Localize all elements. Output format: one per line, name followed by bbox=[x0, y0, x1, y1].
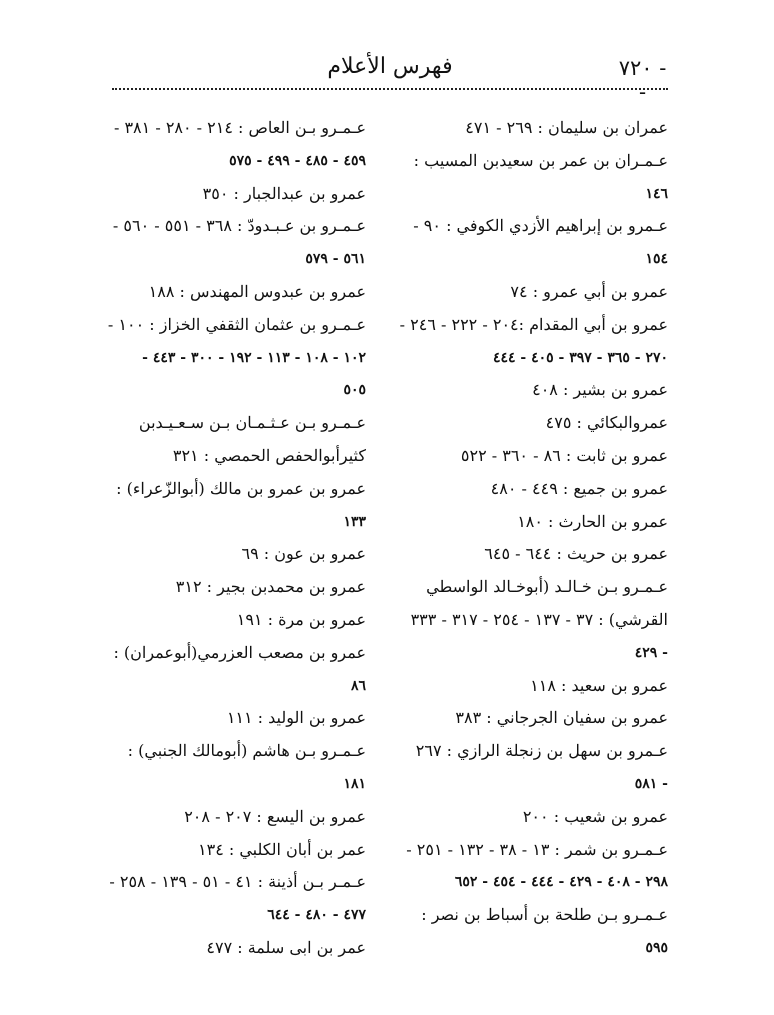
index-entry-line: عمرو بن عمرو بن مالك (أبوالزّعراء) : bbox=[116, 478, 366, 498]
index-entry-line: ١٣٣ bbox=[343, 513, 366, 530]
index-entry-line: ١٠٢ - ١٠٨ - ١١٣ - ١٩٢ - ٣٠٠ - ٤٤٣ - bbox=[142, 349, 366, 366]
index-entry-line: عـمرو بن إبراهيم الأزدي الكوفي : ٩٠ - bbox=[413, 216, 668, 236]
index-entry-line: عـمـرو بن عثمان الثقفي الخزاز : ١٠٠ - bbox=[107, 314, 366, 334]
index-entry-line: عـمـرو بن عـبـدودّ : ٣٦٨ - ٥٥١ - ٥٦٠ - bbox=[112, 216, 366, 236]
index-entry-line: عـمـرو بـن عـثـمـان بـن سـعـيـدبن bbox=[138, 413, 366, 433]
index-entry-line: عمرو بن الوليد : ١١١ bbox=[226, 708, 366, 728]
index-entry-line: عمرو بن الحارث : ١٨٠ bbox=[517, 511, 668, 531]
index-entry-line: ١٨١ bbox=[343, 775, 366, 792]
index-entry-line: - ٥٨١ bbox=[634, 775, 668, 792]
index-entry-line: ٥٠٥ bbox=[343, 382, 366, 399]
index-entry-line: عمرو بن سعيد : ١١٨ bbox=[530, 675, 668, 695]
index-entry-line: عمر بن أبان الكلبي : ١٣٤ bbox=[198, 839, 366, 859]
header-dotted-rule bbox=[112, 88, 668, 90]
index-entry-line: عمرو بن بشير : ٤٠٨ bbox=[532, 380, 668, 400]
index-entry-line: ٢٧٠ - ٣٦٥ - ٣٩٧ - ٤٠٥ - ٤٤٤ bbox=[492, 349, 668, 366]
index-entry-line: عـمـرو بـن طلحة بن أسباط بن نصر : bbox=[421, 905, 668, 925]
index-entry-line: عـمـرو بن شمر : ١٣ - ٣٨ - ١٣٢ - ٢٥١ - bbox=[406, 839, 668, 859]
index-entry-line: ١٤٦ bbox=[645, 185, 668, 202]
index-entry-line: ٨٦ bbox=[350, 677, 366, 694]
index-entry-line: - ٤٢٩ bbox=[634, 644, 668, 661]
index-entry-line: ٤٧٧ - ٤٨٠ - ٦٤٤ bbox=[267, 907, 366, 924]
index-entry-line: عـمـرو بـن خـالـد (أبوخـالد الواسطي bbox=[426, 577, 668, 597]
index-entry-line: عمرو بن عون : ٦٩ bbox=[241, 544, 366, 564]
index-entry-line: عـمـرو بـن هاشم (أبومالك الجنبي) : bbox=[127, 741, 366, 761]
page-number: - ٧٢٠ - bbox=[618, 56, 667, 104]
index-entry-line: عمرو بن مرة : ١٩١ bbox=[236, 609, 366, 629]
index-column-right bbox=[399, 112, 668, 965]
index-entry-line: عمرو بن اليسع : ٢٠٧ - ٢٠٨ bbox=[184, 806, 366, 826]
index-entry-line: عمرو بن حريث : ٦٤٤ - ٦٤٥ bbox=[484, 544, 668, 564]
index-entry-line: عمرو بن أبي المقدام :٢٠٤ - ٢٢٢ - ٢٤٦ - bbox=[399, 314, 668, 334]
index-entry-line: عمرو بن سفيان الجرجاني : ٣٨٣ bbox=[455, 708, 668, 728]
index-entry-line: عـمـر بـن أذينة : ٤١ - ٥١ - ١٣٩ - ٢٥٨ - bbox=[109, 872, 366, 892]
index-entry-line: عمرو بن أبي عمرو : ٧٤ bbox=[510, 281, 668, 301]
index-entry-line: ٢٩٨ - ٤٠٨ - ٤٢٩ - ٤٤٤ - ٤٥٤ - ٦٥٢ bbox=[454, 874, 668, 891]
page-title: فهرس الأعلام bbox=[327, 54, 453, 79]
index-entry-line: القرشي) : ٣٧ - ١٣٧ - ٢٥٤ - ٣١٧ - ٣٣٣ bbox=[410, 609, 668, 629]
index-entry-line: عـمـران بن عمر بن سعيدبن المسيب : bbox=[413, 150, 668, 170]
index-column-left bbox=[100, 112, 366, 965]
index-entry-line: عمران بن سليمان : ٢٦٩ - ٤٧١ bbox=[465, 118, 668, 137]
index-entry-line: ٥٩٥ bbox=[645, 939, 668, 956]
index-entry-line: عمرو بن ثابت : ٨٦ - ٣٦٠ - ٥٢٢ bbox=[460, 445, 668, 465]
index-entry-line: عـمـرو بـن العاص : ٢١٤ - ٢٨٠ - ٣٨١ - bbox=[113, 118, 366, 137]
index-entry-line: عمر بن ابى سلمة : ٤٧٧ bbox=[206, 937, 366, 957]
index-entry-line: عمروالبكائي : ٤٧٥ bbox=[545, 413, 668, 433]
index-entry-line: عمرو بن عبدوس المهندس : ١٨٨ bbox=[148, 281, 366, 301]
index-entry-line: عمرو بن عبدالجبار : ٣٥٠ bbox=[202, 183, 366, 203]
index-entry-line: ٤٥٩ - ٤٨٥ - ٤٩٩ - ٥٧٥ bbox=[229, 152, 366, 169]
index-entry-line: عمرو بن مصعب العزرمي(أبوعمران) : bbox=[113, 642, 366, 662]
index-entry-line: عمرو بن جميع : ٤٤٩ - ٤٨٠ bbox=[490, 478, 668, 498]
index-entry-line: عـمرو بن سهل بن زنجلة الرازي : ٢٦٧ bbox=[415, 741, 668, 761]
index-entry-line: ١٥٤ bbox=[645, 251, 668, 268]
index-entry-line: ٥٦١ - ٥٧٩ bbox=[305, 251, 366, 268]
index-entry-line: عمرو بن محمدبن بجير : ٣١٢ bbox=[175, 577, 366, 597]
index-entry-line: عمرو بن شعيب : ٢٠٠ bbox=[522, 806, 668, 826]
index-entry-line: كثيرأبوالحفص الحمصي : ٣٢١ bbox=[172, 445, 366, 465]
